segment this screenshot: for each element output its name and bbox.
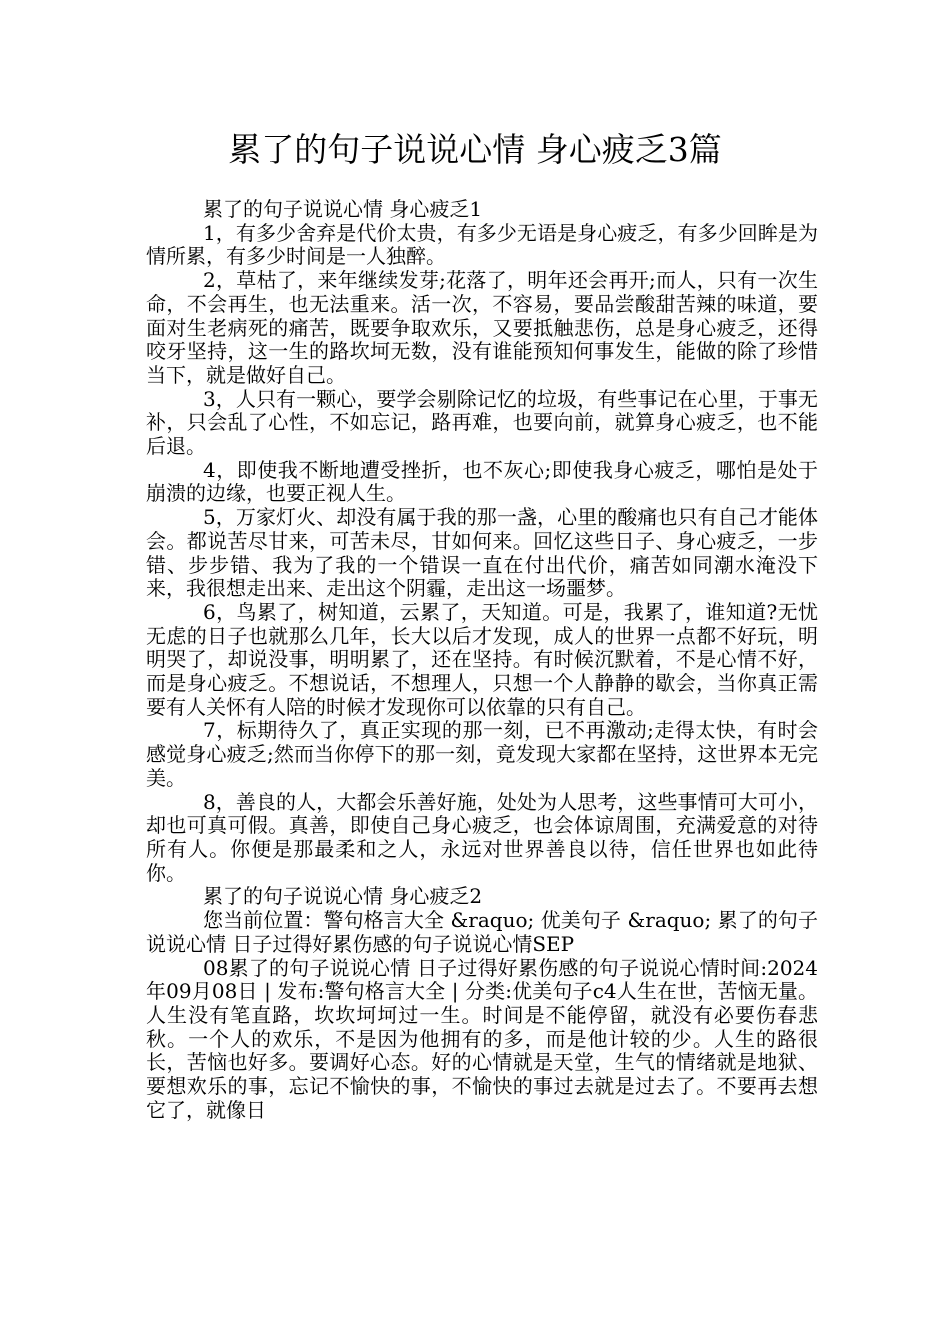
paragraph: 2，草枯了，来年继续发芽;花落了，明年还会再开;而人，只有一次生命，不会再生，也无法重来。活一次，不容易，要品尝酸甜苦辣的味道，要面对生老病死的痛苦，既要争取欢乐，又要抵触悲伤，总是身心疲乏，还得咬牙坚持，这一生的路坎坷无数，没有谁能预知何事发生，能做的除了珍惜当下，就是做好自己。 <box>146 268 818 387</box>
paragraph: 7，标期待久了，真正实现的那一刻，已不再激动;走得太快，有时会感觉身心疲乏;然而当你停下的那一刻，竟发现大家都在坚持，这世界本无完美。 <box>146 718 818 790</box>
section-heading: 累了的句子说说心情 身心疲乏2 <box>203 884 483 909</box>
document-body <box>146 198 818 1122</box>
paragraph: 1，有多少舍弃是代价太贵，有多少无语是身心疲乏，有多少回眸是为情所累，有多少时间是一人独醉。 <box>146 220 818 269</box>
section-heading: 累了的句子说说心情 身心疲乏1 <box>203 197 483 221</box>
paragraph: 5，万家灯火、却没有属于我的那一盏，心里的酸痛也只有自己才能体会。都说苦尽甘来，可苦未尽，甘如何来。回忆这些日子、身心疲乏，一步错、步步错、我为了我的一个错误一直在付出代价，痛苦如同潮水淹没下来，我很想走出来、走出这个阴霾，走出这一场噩梦。 <box>146 505 818 601</box>
breadcrumb-paragraph: 您当前位置：警句格言大全 &raquo; 优美句子 &raquo; 累了的句子说说心情 日子过得好累伤感的句子说说心情SEP <box>146 908 818 956</box>
paragraph: 8，善良的人，大都会乐善好施，处处为人思考，这些事情可大可小，却也可真可假。真善，即使自己身心疲乏，也会体谅周围，充满爱意的对待所有人。你便是那最柔和之人，永远对世界善良以待，信任世界也如此待你。 <box>146 789 818 885</box>
paragraph: 3，人只有一颗心，要学会剔除记忆的垃圾，有些事记在心里，于事无补，只会乱了心性，不如忘记，路再难，也要向前，就算身心疲乏，也不能后退。 <box>146 386 818 459</box>
paragraph: 08累了的句子说说心情 日子过得好累伤感的句子说说心情时间:2024年09月08日 | 发布:警句格言大全 | 分类:优美句子c4人生在世，苦恼无量。人生没有笔直路，坎坎坷坷过一生。时间是不能停留，就没有必要伤春悲秋。一个人的欢乐，不是因为他拥有的多，而是他计较的少。人生的路很长，苦恼也好多。要调好心态。好的心情就是天堂，生气的情绪就是地狱、要想欢乐的事，忘记不愉快的事，不愉快的事过去就是过去了。不要再去想它了，就像日 <box>146 955 818 1122</box>
paragraph: 6，鸟累了，树知道，云累了，天知道。可是，我累了，谁知道?无忧无虑的日子也就那么几年，长大以后才发现，成人的世界一点都不好玩，明明哭了，却说没事，明明累了，还在坚持。有时候沉默着，不是心情不好，而是身心疲乏。不想说话，不想理人，只想一个人静静的歇会，当你真正需要有人关怀有人陪的时候才发现你可以依靠的只有自己。 <box>146 599 818 719</box>
paragraph: 4，即使我不断地遭受挫折，也不灰心;即使我身心疲乏，哪怕是处于崩溃的边缘，也要正视人生。 <box>146 457 818 506</box>
document-title: 累了的句子说说心情 身心疲乏3篇 <box>228 130 722 169</box>
